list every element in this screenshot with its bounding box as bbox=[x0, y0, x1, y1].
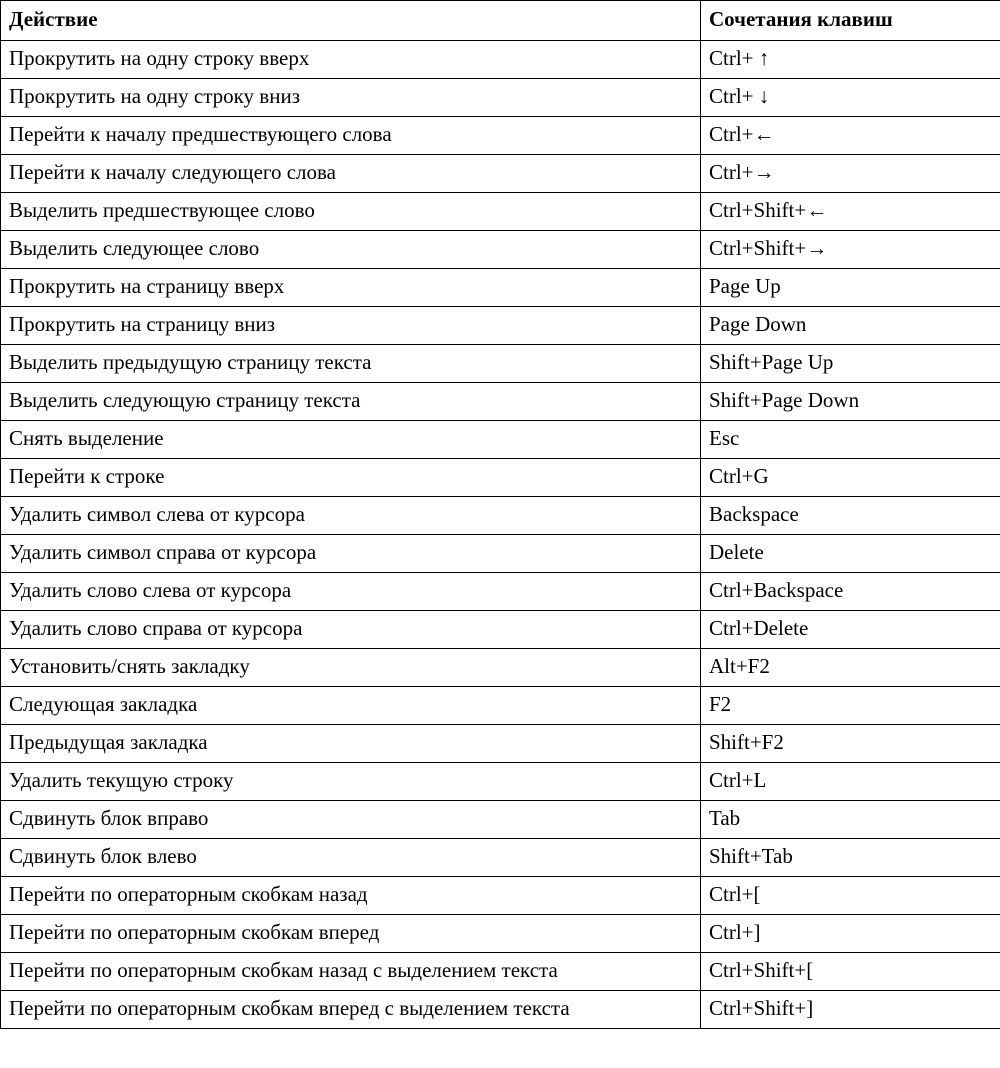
table-row bbox=[1, 192, 1000, 230]
cell-action: Выделить следующую страницу текста bbox=[1, 382, 701, 420]
cell-action: Сдвинуть блок влево bbox=[1, 838, 701, 876]
cell-keys: F2 bbox=[701, 686, 1000, 724]
table-row bbox=[1, 420, 1000, 458]
cell-keys: Ctrl+Shift+] bbox=[701, 990, 1000, 1028]
table-row bbox=[1, 344, 1000, 382]
table-row bbox=[1, 686, 1000, 724]
cell-keys: Ctrl+Shift+← bbox=[701, 192, 1000, 230]
column-header-keys: Сочетания клавиш bbox=[701, 1, 1000, 41]
cell-action: Выделить следующее слово bbox=[1, 230, 701, 268]
table-header bbox=[1, 1, 1000, 41]
cell-action: Перейти по операторным скобкам вперед с выделением текста bbox=[1, 990, 701, 1028]
cell-action: Перейти к началу предшествующего слова bbox=[1, 116, 701, 154]
cell-keys: Ctrl+[ bbox=[701, 876, 1000, 914]
cell-keys: Ctrl+Shift+→ bbox=[701, 230, 1000, 268]
cell-action: Прокрутить на страницу вниз bbox=[1, 306, 701, 344]
cell-keys: Page Up bbox=[701, 268, 1000, 306]
cell-keys: Ctrl+← bbox=[701, 116, 1000, 154]
cell-keys: Tab bbox=[701, 800, 1000, 838]
cell-keys: Esc bbox=[701, 420, 1000, 458]
cell-keys: Ctrl+ ↑ bbox=[701, 40, 1000, 78]
table-row bbox=[1, 724, 1000, 762]
table-row bbox=[1, 40, 1000, 78]
cell-keys: Shift+Page Down bbox=[701, 382, 1000, 420]
table-row bbox=[1, 648, 1000, 686]
cell-keys: Page Down bbox=[701, 306, 1000, 344]
cell-keys: Ctrl+Delete bbox=[701, 610, 1000, 648]
table-row bbox=[1, 116, 1000, 154]
table-row bbox=[1, 230, 1000, 268]
cell-action: Перейти к строке bbox=[1, 458, 701, 496]
table-row bbox=[1, 876, 1000, 914]
table-row bbox=[1, 496, 1000, 534]
cell-keys: Backspace bbox=[701, 496, 1000, 534]
table-row bbox=[1, 268, 1000, 306]
cell-action: Удалить текущую строку bbox=[1, 762, 701, 800]
cell-action: Выделить предыдущую страницу текста bbox=[1, 344, 701, 382]
cell-keys: Delete bbox=[701, 534, 1000, 572]
table-row bbox=[1, 154, 1000, 192]
cell-action: Прокрутить на страницу вверх bbox=[1, 268, 701, 306]
cell-keys: Ctrl+ ↓ bbox=[701, 78, 1000, 116]
table-row bbox=[1, 952, 1000, 990]
cell-keys: Ctrl+→ bbox=[701, 154, 1000, 192]
cell-action: Удалить слово слева от курсора bbox=[1, 572, 701, 610]
table-row bbox=[1, 990, 1000, 1028]
cell-action: Перейти по операторным скобкам вперед bbox=[1, 914, 701, 952]
table-row bbox=[1, 458, 1000, 496]
table-row bbox=[1, 534, 1000, 572]
cell-action: Удалить символ слева от курсора bbox=[1, 496, 701, 534]
cell-action: Прокрутить на одну строку вверх bbox=[1, 40, 701, 78]
cell-action: Прокрутить на одну строку вниз bbox=[1, 78, 701, 116]
cell-action: Перейти по операторным скобкам назад с выделением текста bbox=[1, 952, 701, 990]
cell-keys: Shift+Tab bbox=[701, 838, 1000, 876]
cell-keys: Alt+F2 bbox=[701, 648, 1000, 686]
cell-keys: Ctrl+] bbox=[701, 914, 1000, 952]
cell-action: Выделить предшествующее слово bbox=[1, 192, 701, 230]
cell-keys: Ctrl+L bbox=[701, 762, 1000, 800]
table-body bbox=[1, 40, 1000, 1028]
table-header-row bbox=[1, 1, 1000, 41]
table-row bbox=[1, 838, 1000, 876]
cell-action: Сдвинуть блок вправо bbox=[1, 800, 701, 838]
column-header-action: Действие bbox=[1, 1, 701, 41]
cell-action: Установить/снять закладку bbox=[1, 648, 701, 686]
table-row bbox=[1, 382, 1000, 420]
cell-keys: Ctrl+G bbox=[701, 458, 1000, 496]
cell-keys: Shift+F2 bbox=[701, 724, 1000, 762]
cell-action: Удалить слово справа от курсора bbox=[1, 610, 701, 648]
cell-action: Предыдущая закладка bbox=[1, 724, 701, 762]
cell-action: Удалить символ справа от курсора bbox=[1, 534, 701, 572]
cell-action: Перейти по операторным скобкам назад bbox=[1, 876, 701, 914]
cell-action: Перейти к началу следующего слова bbox=[1, 154, 701, 192]
table-row bbox=[1, 572, 1000, 610]
table-row bbox=[1, 610, 1000, 648]
cell-keys: Ctrl+Backspace bbox=[701, 572, 1000, 610]
table-row bbox=[1, 762, 1000, 800]
cell-action: Следующая закладка bbox=[1, 686, 701, 724]
table-row bbox=[1, 800, 1000, 838]
cell-keys: Shift+Page Up bbox=[701, 344, 1000, 382]
table-row bbox=[1, 914, 1000, 952]
cell-action: Снять выделение bbox=[1, 420, 701, 458]
cell-keys: Ctrl+Shift+[ bbox=[701, 952, 1000, 990]
table-row bbox=[1, 306, 1000, 344]
table-row bbox=[1, 78, 1000, 116]
